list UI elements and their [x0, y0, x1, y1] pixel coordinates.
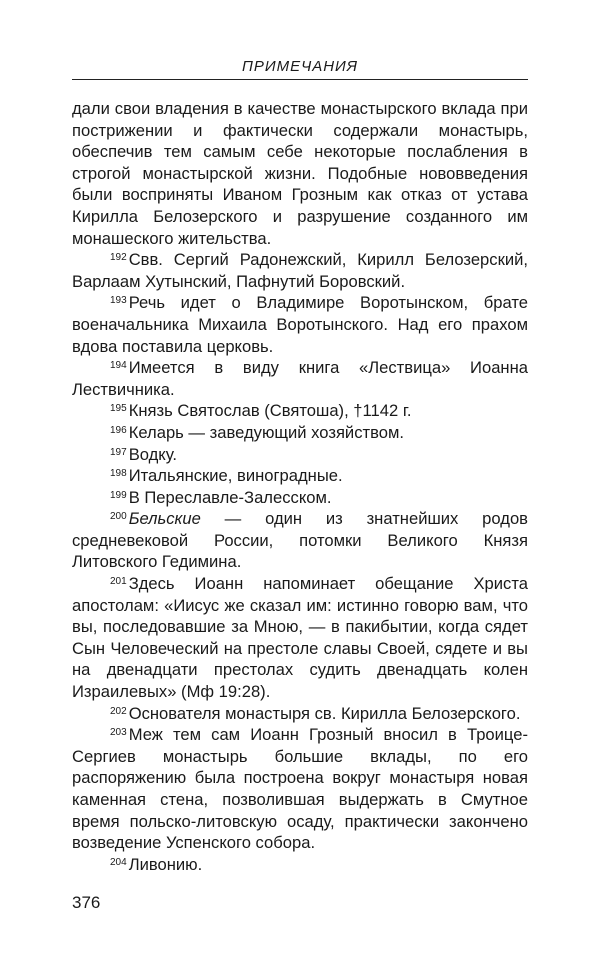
- note-193: [72, 292, 528, 357]
- note-text: Келарь — заведующий хозяйством.: [128, 422, 404, 442]
- intro-paragraph: дали свои владения в качестве монастырского вклада при пострижении и фактически содержали монастырь, обеспечив тем самым себе некоторые послабления в строгой монастырской жизни. Подобные нововведения были восприняты Иваном Грозным как отказ от устава Кирилла Белозерского и разрушение созданного им монашеского жительства.: [72, 99, 528, 248]
- header-rule: [72, 79, 528, 80]
- note-text: Меж тем сам Иоанн Грозный вносил в Троице-Сергиев монастырь большие вклады, по его распоряжению была построена вокруг монастыря новая каменная стена, позволившая выдержать в Смутное время польско-литовскую осаду, практически закончено возведение Успенского собора.: [72, 725, 528, 853]
- note-198: [72, 465, 528, 487]
- note-text: Свв. Сергий Радонежский, Кирилл Белозерский, Варлаам Хутынский, Пафнутий Боровский.: [72, 250, 528, 291]
- note-text: В Переславле-Залесском.: [128, 487, 332, 507]
- note-200: [72, 508, 528, 573]
- note-199: [72, 487, 528, 509]
- note-201: [72, 573, 528, 703]
- note-192: [72, 249, 528, 292]
- note-195: [72, 400, 528, 422]
- note-number: 193: [110, 295, 127, 307]
- note-text: Имеется в виду книга «Лествица» Иоанна Лествичника.: [72, 358, 528, 399]
- note-text: Водку.: [128, 444, 177, 464]
- note-number: 199: [110, 489, 127, 501]
- note-number: 198: [110, 468, 127, 480]
- note-number: 202: [110, 705, 127, 717]
- note-196: [72, 422, 528, 444]
- note-204: [72, 854, 528, 876]
- note-number: 201: [110, 576, 127, 588]
- note-number: 200: [110, 511, 127, 523]
- note-text: Речь идет о Владимире Воротынском, брате военачальника Михаила Воротынского. Над его прахом вдова поставила церковь.: [72, 293, 528, 356]
- note-number: 195: [110, 403, 127, 415]
- running-header: ПРИМЕЧАНИЯ: [242, 58, 358, 75]
- note-text: Здесь Иоанн напоминает обещание Христа апостолам: «Иисус же сказал им: истинно говорю вам, что вы, последовавшие за Мною, — в пакибытии, когда сядет Сын Человеческий на престоле славы Своей, сядете и вы на двенадцати престолах судить двенадцать колен Израилевых» (Мф 19:28).: [72, 574, 528, 702]
- note-text: Ливонию.: [128, 854, 203, 874]
- note-italic-term: Бельские: [128, 509, 201, 529]
- note-number: 196: [110, 424, 127, 436]
- note-text: Итальянские, виноградные.: [128, 466, 343, 486]
- note-text: Основателя монастыря св. Кирилла Белозерского.: [128, 703, 521, 723]
- note-202: [72, 703, 528, 725]
- note-197: [72, 444, 528, 466]
- note-text: — один из знатнейших родов средневековой России, потомки Великого Князя Литовского Гедимина.: [72, 509, 528, 572]
- note-number: 192: [110, 252, 127, 264]
- notes-body: [72, 98, 528, 875]
- page-number: 376: [72, 893, 101, 912]
- note-number: 203: [110, 727, 127, 739]
- note-number: 197: [110, 446, 127, 458]
- note-number: 204: [110, 856, 127, 868]
- note-194: [72, 357, 528, 400]
- note-text: Князь Святослав (Святоша), †1142 г.: [128, 401, 412, 421]
- note-number: 194: [110, 360, 127, 372]
- note-203: [72, 724, 528, 854]
